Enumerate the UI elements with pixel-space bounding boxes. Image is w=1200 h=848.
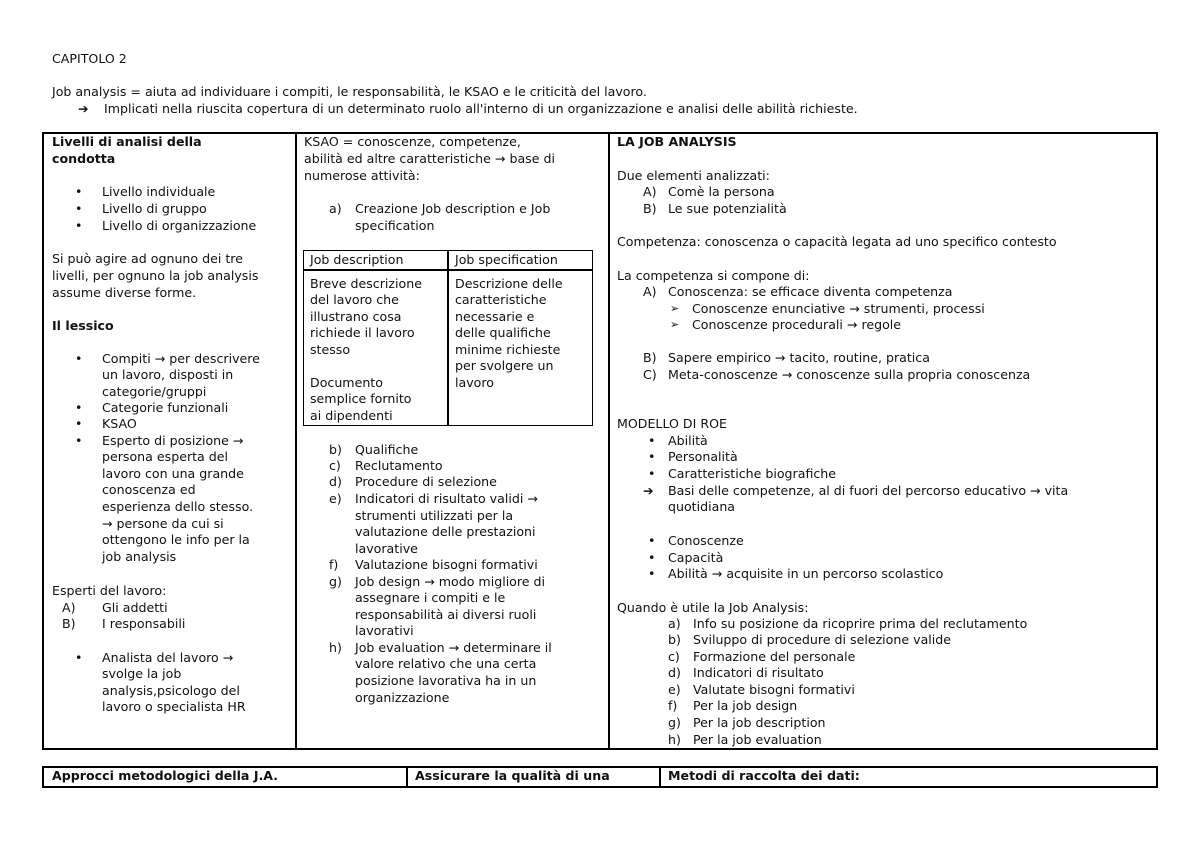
quando-item: Info su posizione da ricoprire prima del reclutamento	[693, 616, 1028, 631]
ksao-line: abilità ed altre caratteristiche → base di	[304, 151, 555, 166]
quando-item: Per la job design	[693, 698, 798, 713]
bottom-cell-1: Approcci metodologici della J.A.	[52, 768, 279, 783]
list-marker: B)	[643, 350, 657, 365]
job-analysis-title: LA JOB ANALYSIS	[617, 134, 737, 149]
level-item: Livello di organizzazione	[102, 218, 257, 233]
inner-cell-line: stesso	[310, 342, 351, 357]
lessico-item: Esperto di posizione →	[102, 433, 244, 448]
col-divider-1	[295, 132, 297, 750]
esperti-item: Gli addetti	[102, 600, 168, 615]
inner-cell-line: necessarie e	[455, 309, 535, 324]
esperti-title: Esperti del lavoro:	[52, 583, 167, 598]
analista-line: Analista del lavoro →	[102, 650, 234, 665]
list-marker: a)	[329, 201, 342, 216]
comp-item: Conoscenza: se efficace diventa competenza	[668, 284, 953, 299]
comp-sub: Conoscenze procedurali → regole	[692, 317, 902, 332]
analista-line: lavoro o specialista HR	[102, 699, 246, 714]
definition-text: Job analysis = aiuta ad individuare i compiti, le responsabilità, le KSAO e le criticità del lavoro.	[52, 84, 647, 99]
roe-arrow: Basi delle competenze, al di fuori del percorso educativo → vita	[668, 483, 1069, 498]
bottom-divider-2	[659, 766, 661, 788]
col2-item: lavorative	[355, 541, 418, 556]
inner-cell-line: Documento	[310, 375, 383, 390]
inner-cell-line: per svolgere un	[455, 358, 554, 373]
level-item: Livello individuale	[102, 184, 216, 199]
list-marker: b)	[668, 632, 681, 647]
col2-item: responsabilità ai diversi ruoli	[355, 607, 537, 622]
lessico-item: Compiti → per descrivere	[102, 351, 260, 366]
col2-item: lavorativi	[355, 623, 414, 638]
col-divider-2	[608, 132, 610, 750]
list-marker: C)	[643, 367, 657, 382]
arrow-bullet-icon: ➔	[78, 101, 89, 116]
bullet-icon: •	[648, 449, 656, 464]
quando-title: Quando è utile la Job Analysis:	[617, 600, 809, 615]
analista-line: analysis,psicologo del	[102, 683, 240, 698]
bullet-icon: •	[75, 416, 83, 431]
comp-item: Meta-conoscenze → conoscenze sulla propria conoscenza	[668, 367, 1031, 382]
list-marker: A)	[62, 600, 76, 615]
list-marker: B)	[62, 616, 76, 631]
quando-item: Per la job evaluation	[693, 732, 822, 747]
list-marker: h)	[329, 640, 342, 655]
col1-title: Livelli di analisi della	[52, 134, 202, 149]
lessico-item: job analysis	[102, 549, 177, 564]
bullet-icon: •	[648, 566, 656, 581]
list-marker: d)	[329, 474, 342, 489]
col2-item: Qualifiche	[355, 442, 419, 457]
inner-cell-line: caratteristiche	[455, 292, 547, 307]
inner-cell-line: illustrano cosa	[310, 309, 402, 324]
lessico-item: KSAO	[102, 416, 137, 431]
col2-item: Indicatori di risultato validi →	[355, 491, 538, 506]
comp-sub: Conoscenze enunciative → strumenti, processi	[692, 301, 985, 316]
bullet-icon: •	[648, 533, 656, 548]
roe-item: Abilità	[668, 433, 708, 448]
list-marker: g)	[329, 574, 342, 589]
chevron-icon: ➢	[670, 302, 680, 315]
col2-item: valutazione delle prestazioni	[355, 524, 536, 539]
quando-item: Valutate bisogni formativi	[693, 682, 855, 697]
list-marker: A)	[643, 284, 657, 299]
col2-item: Job evaluation → determinare il	[355, 640, 552, 655]
bottom-cell-2: Assicurare la qualità di una	[415, 768, 610, 783]
inner-cell-line: lavoro	[455, 375, 494, 390]
lessico-item: esperienza dello stesso.	[102, 499, 254, 514]
esperti-item: I responsabili	[102, 616, 186, 631]
col2-item: strumenti utilizzati per la	[355, 508, 514, 523]
list-marker: f)	[329, 557, 339, 572]
quando-item: Formazione del personale	[693, 649, 856, 664]
list-marker: e)	[329, 491, 342, 506]
inner-cell-line: richiede il lavoro	[310, 325, 415, 340]
col2-item: organizzazione	[355, 690, 450, 705]
lessico-item: Categorie funzionali	[102, 400, 229, 415]
roe-item: Personalità	[668, 449, 738, 464]
arrow-bullet-icon: ➔	[643, 483, 654, 498]
item-a-line: Creazione Job description e Job	[355, 201, 551, 216]
list-marker: f)	[668, 698, 678, 713]
due-title: Due elementi analizzati:	[617, 168, 770, 183]
col2-item: assegnare i compiti e le	[355, 590, 506, 605]
col2-item: Valutazione bisogni formativi	[355, 557, 538, 572]
bullet-icon: •	[648, 550, 656, 565]
col1-para: Si può agire ad ognuno dei tre	[52, 251, 243, 266]
list-marker: A)	[643, 184, 657, 199]
due-item: Le sue potenzialità	[668, 201, 787, 216]
list-marker: c)	[668, 649, 680, 664]
roe-item2: Abilità → acquisite in un percorso scolastico	[668, 566, 944, 581]
inner-cell-line: minime richieste	[455, 342, 561, 357]
competenza-def: Competenza: conoscenza o capacità legata ad uno specifico contesto	[617, 234, 1057, 249]
list-marker: d)	[668, 665, 681, 680]
lessico-item: categorie/gruppi	[102, 384, 207, 399]
list-marker: h)	[668, 732, 681, 747]
list-marker: B)	[643, 201, 657, 216]
bullet-icon: •	[648, 433, 656, 448]
list-marker: e)	[668, 682, 681, 697]
inner-cell-line: del lavoro che	[310, 292, 399, 307]
roe-arrow: quotidiana	[668, 499, 736, 514]
item-a-line: specification	[355, 218, 435, 233]
col2-item: Procedure di selezione	[355, 474, 497, 489]
bullet-icon: •	[75, 650, 83, 665]
bullet-icon: •	[75, 351, 83, 366]
bullet-icon: •	[75, 433, 83, 448]
inner-table-divider	[447, 250, 449, 426]
bullet-icon: •	[648, 466, 656, 481]
level-item: Livello di gruppo	[102, 201, 207, 216]
bottom-divider-1	[406, 766, 408, 788]
quando-item: Per la job description	[693, 715, 826, 730]
inner-cell-line: Descrizione delle	[455, 276, 563, 291]
roe-title: MODELLO DI ROE	[617, 416, 727, 431]
lessico-item: → persone da cui si	[102, 516, 224, 531]
compone-title: La competenza si compone di:	[617, 268, 810, 283]
lessico-title: Il lessico	[52, 318, 114, 333]
col2-item: posizione lavorativa ha in un	[355, 673, 537, 688]
roe-item: Caratteristiche biografiche	[668, 466, 837, 481]
inner-table-header: Job specification	[455, 252, 558, 267]
inner-cell-line: ai dipendenti	[310, 408, 393, 423]
col2-item: Reclutamento	[355, 458, 443, 473]
col2-item: valore relativo che una certa	[355, 656, 537, 671]
lessico-item: persona esperta del	[102, 449, 229, 464]
ksao-line: numerose attività:	[304, 168, 420, 183]
ksao-line: KSAO = conoscenze, competenze,	[304, 134, 521, 149]
roe-item2: Capacità	[668, 550, 724, 565]
comp-item: Sapere empirico → tacito, routine, pratica	[668, 350, 930, 365]
chapter-title: CAPITOLO 2	[52, 51, 127, 66]
inner-table-header: Job description	[310, 252, 404, 267]
bullet-icon: •	[75, 400, 83, 415]
lessico-item: ottengono le info per la	[102, 532, 250, 547]
list-marker: c)	[329, 458, 341, 473]
list-marker: g)	[668, 715, 681, 730]
chevron-icon: ➢	[670, 318, 680, 331]
inner-cell-line: Breve descrizione	[310, 276, 422, 291]
roe-item2: Conoscenze	[668, 533, 744, 548]
bullet-icon: •	[75, 201, 83, 216]
list-marker: b)	[329, 442, 342, 457]
lessico-item: conoscenza ed	[102, 482, 196, 497]
list-marker: a)	[668, 616, 681, 631]
arrow-note: Implicati nella riuscita copertura di un determinato ruolo all'interno di un organizzazione e analisi delle abilità richieste.	[104, 101, 858, 116]
col1-para: assume diverse forme.	[52, 285, 197, 300]
bullet-icon: •	[75, 184, 83, 199]
quando-item: Indicatori di risultato	[693, 665, 824, 680]
bottom-cell-3: Metodi di raccolta dei dati:	[668, 768, 860, 783]
inner-table-header-line	[303, 269, 593, 271]
due-item: Comè la persona	[668, 184, 775, 199]
lessico-item: un lavoro, disposti in	[102, 367, 234, 382]
inner-cell-line: semplice fornito	[310, 391, 412, 406]
col2-item: Job design → modo migliore di	[355, 574, 546, 589]
col1-para: livelli, per ognuno la job analysis	[52, 268, 259, 283]
lessico-item: lavoro con una grande	[102, 466, 244, 481]
bullet-icon: •	[75, 218, 83, 233]
col1-title-2: condotta	[52, 151, 116, 166]
analista-line: svolge la job	[102, 666, 182, 681]
inner-cell-line: delle qualifiche	[455, 325, 551, 340]
quando-item: Sviluppo di procedure di selezione valide	[693, 632, 952, 647]
